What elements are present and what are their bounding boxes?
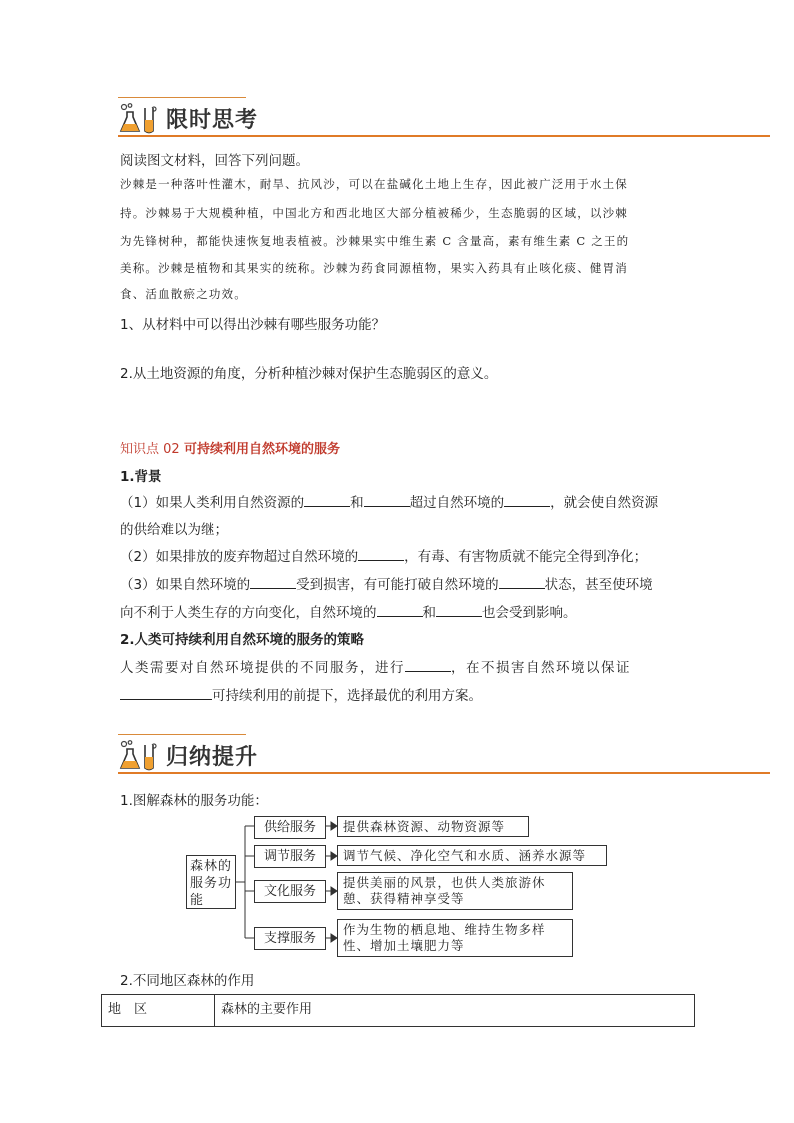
- text: 人类需要对自然环境提供的不同服务，进行: [120, 660, 405, 676]
- text: 向不利于人类生存的方向变化，自然环境的: [120, 605, 377, 621]
- text: （1）如果人类利用自然资源的: [120, 495, 305, 511]
- table-title: 2.不同地区森林的作用: [120, 973, 255, 989]
- table-header-row: [102, 995, 695, 1027]
- diagram-root-node: 森林的服务功能: [186, 855, 236, 909]
- section-title: 限时思考: [166, 108, 259, 133]
- text: （2）如果排放的废弃物超过自然环境的: [120, 549, 359, 565]
- text: 状态，甚至使环境: [544, 577, 653, 593]
- section-title: 归纳提升: [166, 745, 259, 770]
- passage-line: 美称。沙棘是植物和其果实的统称。沙棘为药食同源植物，果实入药具有止咳化痰、健胃消: [120, 261, 628, 275]
- forest-role-table: [101, 994, 695, 1027]
- text: ，在不损害自然环境以保证: [451, 660, 631, 676]
- diagram-desc-cultural: 提供美丽的风景，也供人类旅游休憩、获得精神享受等: [337, 872, 573, 910]
- text: ，就会使自然资源: [550, 495, 659, 511]
- diagram-branch-regulating: 调节服务: [254, 845, 326, 868]
- passage-line: 沙棘是一种落叶性灌木，耐旱、抗风沙，可以在盐碱化土地上生存，因此被广泛用于水土保: [120, 177, 628, 191]
- diagram-desc-regulating: 调节气候、净化空气和水质、涵养水源等: [337, 845, 607, 866]
- diagram-title: 1.图解森林的服务功能：: [120, 793, 268, 809]
- text: （3）如果自然环境的: [120, 577, 251, 593]
- table-header-cell: 地 区: [102, 995, 215, 1027]
- question-2: 2.从土地资源的角度，分析种植沙棘对保护生态脆弱区的意义。: [120, 366, 498, 382]
- table-header-cell: 森林的主要作用: [215, 995, 695, 1027]
- knowledge-point-title: 可持续利用自然环境的服务: [183, 442, 340, 457]
- text: 和: [422, 605, 436, 621]
- strategy-heading: 2.人类可持续利用自然环境的服务的策略: [120, 632, 365, 648]
- text: ，有毒、有害物质就不能完全得到净化；: [404, 549, 648, 565]
- knowledge-point-number: 知识点 02: [120, 442, 180, 457]
- diagram-desc-supply: 提供森林资源、动物资源等: [337, 816, 529, 837]
- diagram-branch-supporting: 支撑服务: [254, 927, 326, 950]
- text: 也会受到影响。: [482, 605, 577, 621]
- text: 和: [350, 495, 364, 511]
- diagram-branch-supply: 供给服务: [254, 816, 326, 839]
- passage-line: 食、活血散瘀之功效。: [120, 287, 247, 301]
- passage-line: 持。沙棘易于大规模种植，中国北方和西北地区大部分植被稀少，生态脆弱的区域，以沙棘: [120, 206, 628, 220]
- text: 可持续利用的前提下，选择最优的利用方案。: [212, 688, 482, 704]
- text: 超过自然环境的: [409, 495, 505, 511]
- question-1: 1、从材料中可以得出沙棘有哪些服务功能？: [120, 317, 386, 333]
- diagram-desc-supporting: 作为生物的栖息地、维持生物多样性、增加土壤肥力等: [337, 919, 573, 957]
- text: 受到损害，有可能打破自然环境的: [296, 577, 499, 593]
- question-intro: 阅读图文材料，回答下列问题。: [120, 153, 309, 169]
- background-heading: 1.背景: [120, 469, 162, 485]
- passage-line: 为先锋树种，都能快速恢复地表植被。沙棘果实中维生素 C 含量高，素有维生素 C 之王的: [120, 234, 630, 248]
- diagram-branch-cultural: 文化服务: [254, 880, 326, 903]
- background-item-1-cont: 的供给难以为继；: [120, 522, 228, 538]
